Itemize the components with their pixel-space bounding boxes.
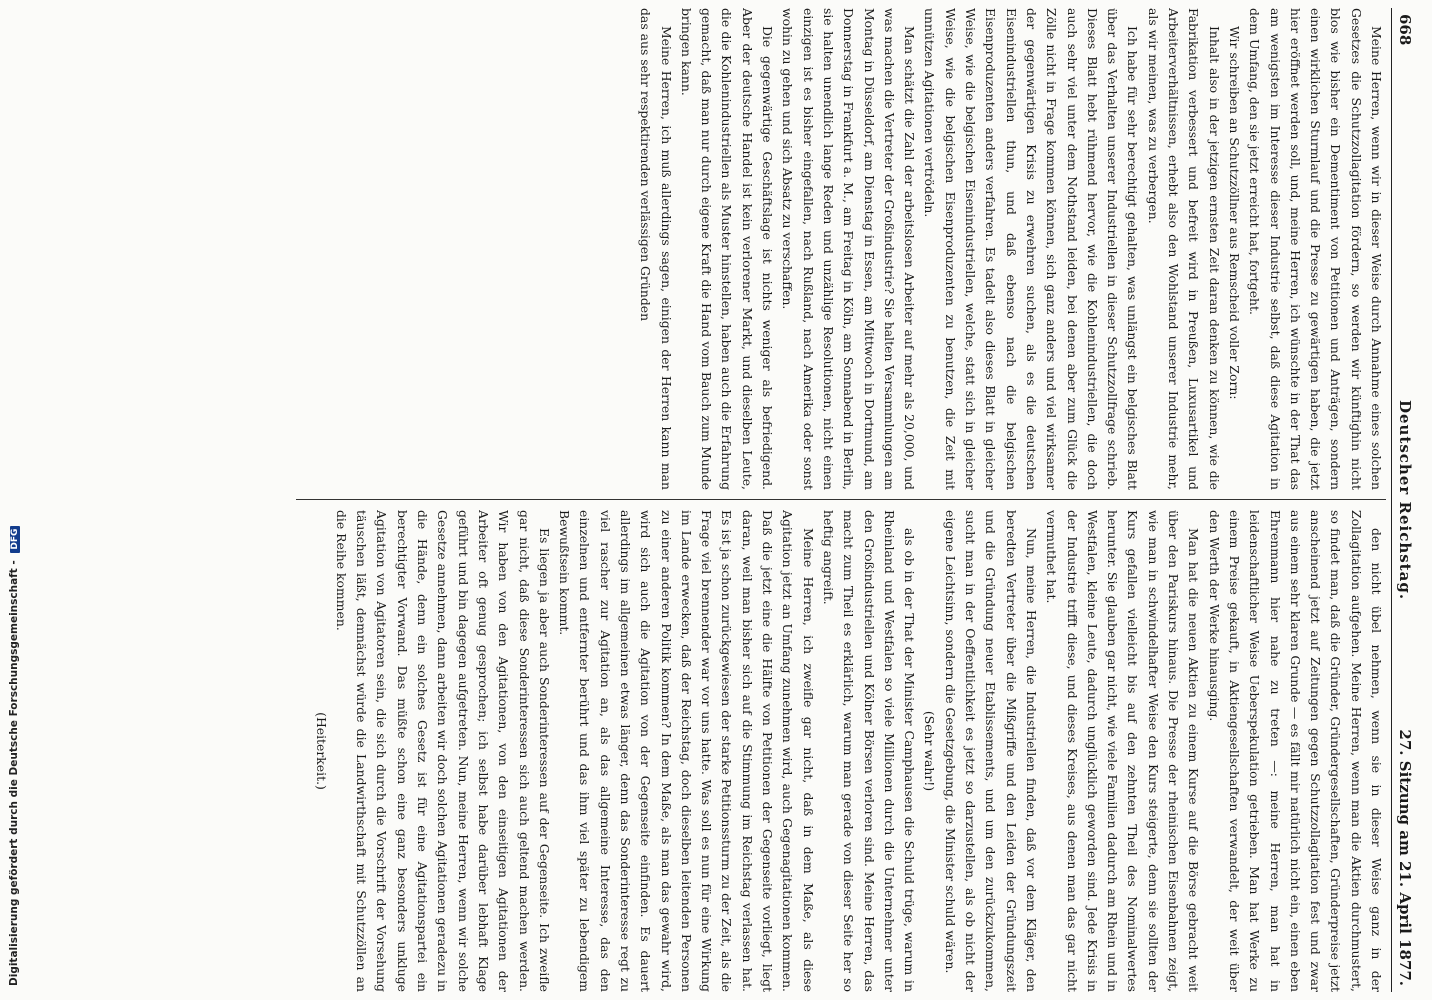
- document-page: [100, 8, 1416, 992]
- page-title: Deutscher Reichstag.: [1396, 399, 1414, 601]
- right-text-column: [296, 510, 1386, 992]
- interjection: (Heiterkeit.): [313, 712, 329, 790]
- paragraph: den nicht übel nehmen, wenn sie in dieser Weise ganz in der Zollagitation aufgehen. Meine Herren, wenn man die Aktien durchmustert, so findet man, daß die Gründer, Gründergesellschaften, Gründerpreise jetzt anscheinend jetzt auf Zeitungen gegen Schutzzollagitation fest und zwar aus einem sehr klaren Grunde — es fällt mir natürlich nicht ein, einen eben Ehrenmann hier nahe zu treten —: meine Herren, man hat in leidenschaftlicher Weise Ueberspekulation getrieben. Man hat Werke zu einem Preise gekauft, in Aktiengesellschaften verwandelt, der weit über den Werth der Werke hinausging.: [1206, 510, 1384, 992]
- paragraph: Nun, meine Herren, die Industriellen finden, daß vor dem Kläger, den beredten Vertreter über die Mißgriffe und den Leiden der Gründungszeit und die Gründung neuer Etablissements, und um den zurückzukommen, sucht man in der Oeffentlichkeit es jetzt so darzustellen, als ob nicht der eigene Leichtsinn, sondern die Gesetzgebung, die Minister schuld wären.: [942, 510, 1039, 992]
- digitization-notice-text: Digitalisierung gefördert durch die Deutsche Forschungsgemeinschaft -: [8, 560, 20, 986]
- column-divider: [296, 499, 1386, 500]
- paragraph: Meine Herren, ich zweifle gar nicht, daß in dem Maße, als diese Agitation jetzt an Umfang zunehmen wird, auch Gegenagitationen kommen. Daß die jetzt eine die Hälfte von Petitionen der Gegenseite vorliegt, liegt daran, weil man bisher sich auf die Stimmung im Reichstag verlassen hat. Es ist ja schon zurückgewiesen der starke Petitionssturm zu der Zeit, als die Frage viel brennender war vor uns hatte. Was soll es nun für eine Wirkung im Lande erwecken, daß der Reichstag, doch dieselben leitenden Personen zu einer anderen Politik kommen? In dem Maße, als man das gewahr wird, wird sich auch die Agitation von der Gegenseite einfinden. Es dauert allerdings im allgemeinen etwas länger, denn das Sonderinteresse regt zu viel rascher zur Agitation an, als das allgemeine Interesse, das den einzelnen und entfernter berührt und das ihm viel später zu lebendigem Bewußtsein kommt.: [557, 510, 816, 992]
- digitization-notice: [8, 526, 20, 986]
- paragraph: Inhalt also in der jetzigen ernsten Zeit daran denken zu können, wie die Fabrikation verbessert und befreit wird in Preußen, Luxusartikel und Arbeiterverhältnissen, erhebt also den Wohlstand unserer Industrie mehr, als wir meinen, was zu verbergen.: [1145, 8, 1222, 490]
- paragraph: Meine Herren, wenn wir in dieser Weise durch Annahme eines solchen Gesetzes die Schutzzollagitation fördern, so werden wir künftighin nicht blos wie bisher ein Dementiment von Petitionen und Anträgen, sondern einen wirklichen Sturmlauf und die Presse zu gewärtigen haben, die jetzt hier eröffnet werden soll, und, meine Herren, ich wünschte in der That das am wenigsten im Interesse dieser Industrie selbst, daß diese Agitation in dem Umfang, den sie jetzt erreicht hat, fortgeht.: [1247, 8, 1384, 490]
- paragraph: Ich habe für sehr berechtigt gehalten, was unlängst ein belgisches Blatt über das Verhalten unserer Industriellen in dieser Schutzzollfrage schrieb. Dieses Blatt hebt rühmend hervor, wie die Kohlenindustriellen, die doch auch sehr viel unter dem Nothstand leiden, bei denen aber zum Glück die Zölle nicht in Frage kommen können, sich ganz anders und viel wirksamer der gegenwärtigen Krisis zu erwehren suchen, als es die deutschen Eisenindustriellen thun, und daß ebenso nach die belgischen Eisenproduzenten anders verfahren. Es tadelt also dieses Blatt in gleicher Weise, wie die belgischen Eisenindustriellen, welche, statt sich in gleicher Weise, wie die belgischen Eisenproduzenten zu benutzen, die Zeit mit unnützen Agitationen vertrödeln.: [922, 8, 1141, 490]
- paragraph: Es liegen ja aber auch Sonderinteressen auf der Gegenseite. Ich zweifle gar nicht, daß diese Sonderinteressen sich auch geltend machen werden. Wir haben von den Agitationen, von den einseitigen Agitationen der Arbeiter oft genug gesprochen; ich selbst habe darüber lebhaft Klage geführt und bin dagegen aufgetreten. Nun, meine Herren, wenn wir solche Gesetze annehmen, dann arbeiten wir doch solchen Agitationen geradezu in die Hände, denn ein solches Gesetz ist für eine Agitationspartei ein berechtigter Vorwand. Das müßte schon eine ganz besonders unkluge Agitation von Agitatoren sein, die sich durch die Vorschrift der Vorsehung täuschen läßt, demnächst würde die Landwirthschaft mit Schutzzöllen an die Reihe kommen.: [333, 510, 552, 992]
- interjection: (Sehr wahr!): [922, 710, 938, 792]
- paragraph: Wir schreiben an Schutzzöllner aus Remscheid voller Zorn:: [1226, 26, 1242, 400]
- page-header: [1391, 8, 1416, 992]
- paragraph: Man schätzt die Zahl der arbeitslosen Arbeiter auf mehr als 20,000, und was machen die Vertreter der Großindustrie? Sie halten Versammlungen am Montag in Düsseldorf, am Dienstag in Essen, am Mittwoch in Dortmund, am Donnerstag in Frankfurt a. M., am Freitag in Köln, am Sonnabend in Berlin, sie halten unendlich lange Reden und unzählige Resolutionen, nicht einen einzigen ist es bisher eingefallen, nach Rußland, nach Amerika oder sonst wohin zu gehen und sich Absatz zu verschaffen.: [780, 8, 918, 490]
- paragraph: Man hat die neuen Aktien zu einem Kurse auf die Börse gebracht weit über den Pariskurs hinaus. Die Presse der rheinischen Eisenbahnen zeigt, wie man in schwindelhafter Weise den Kurs steigerte, denn sie sollten der Kurs gefallen vielleicht bis auf den zehnten Theil des Nominalwertes herunter. Sie glauben gar nicht, wie viele Familien dadurch am Rhein und in Westfalen, kleine Leute, dadurch unglücklich geworden sind. Jede Krisis in der Industrie trifft diese, und dieses Kreises, aus denen man das gar nicht vermuthet hat.: [1044, 510, 1202, 992]
- left-text-column: [296, 8, 1386, 490]
- dfg-logo: DFG: [10, 526, 20, 553]
- session-date: 27. Sitzung am 21. April 1877.: [1396, 729, 1414, 986]
- paragraph: Die gegenwärtige Geschäftslage ist nichts weniger als befriedigend. Aber der deutsche Handel ist kein verlorener Markt, und dieselben Leute, die die Kohlenindustriellen als Muster hinstellen, haben auch die Erfahrung gemacht, daß man nur durch eigene Kraft die Hand vom Bauch zum Munde bringen kann.: [678, 8, 776, 490]
- paragraph: als ob in der That der Minister Camphausen die Schuld trüge, warum in Rheinland und Westfalen so viele Millionen durch die Unternehmer unter den Großindustriellen und Kölner Börsen verloren sind. Meine Herren, das macht zum Theil es erklärlich, warum man gerade von dieser Seite her so heftig angreift.: [820, 510, 918, 992]
- page-number: 668: [1396, 14, 1414, 46]
- paragraph: Meine Herren, ich muß allerdings sagen, einigen der Herren kann man das aus sehr respektirenden verlässigen Gründen: [638, 8, 674, 490]
